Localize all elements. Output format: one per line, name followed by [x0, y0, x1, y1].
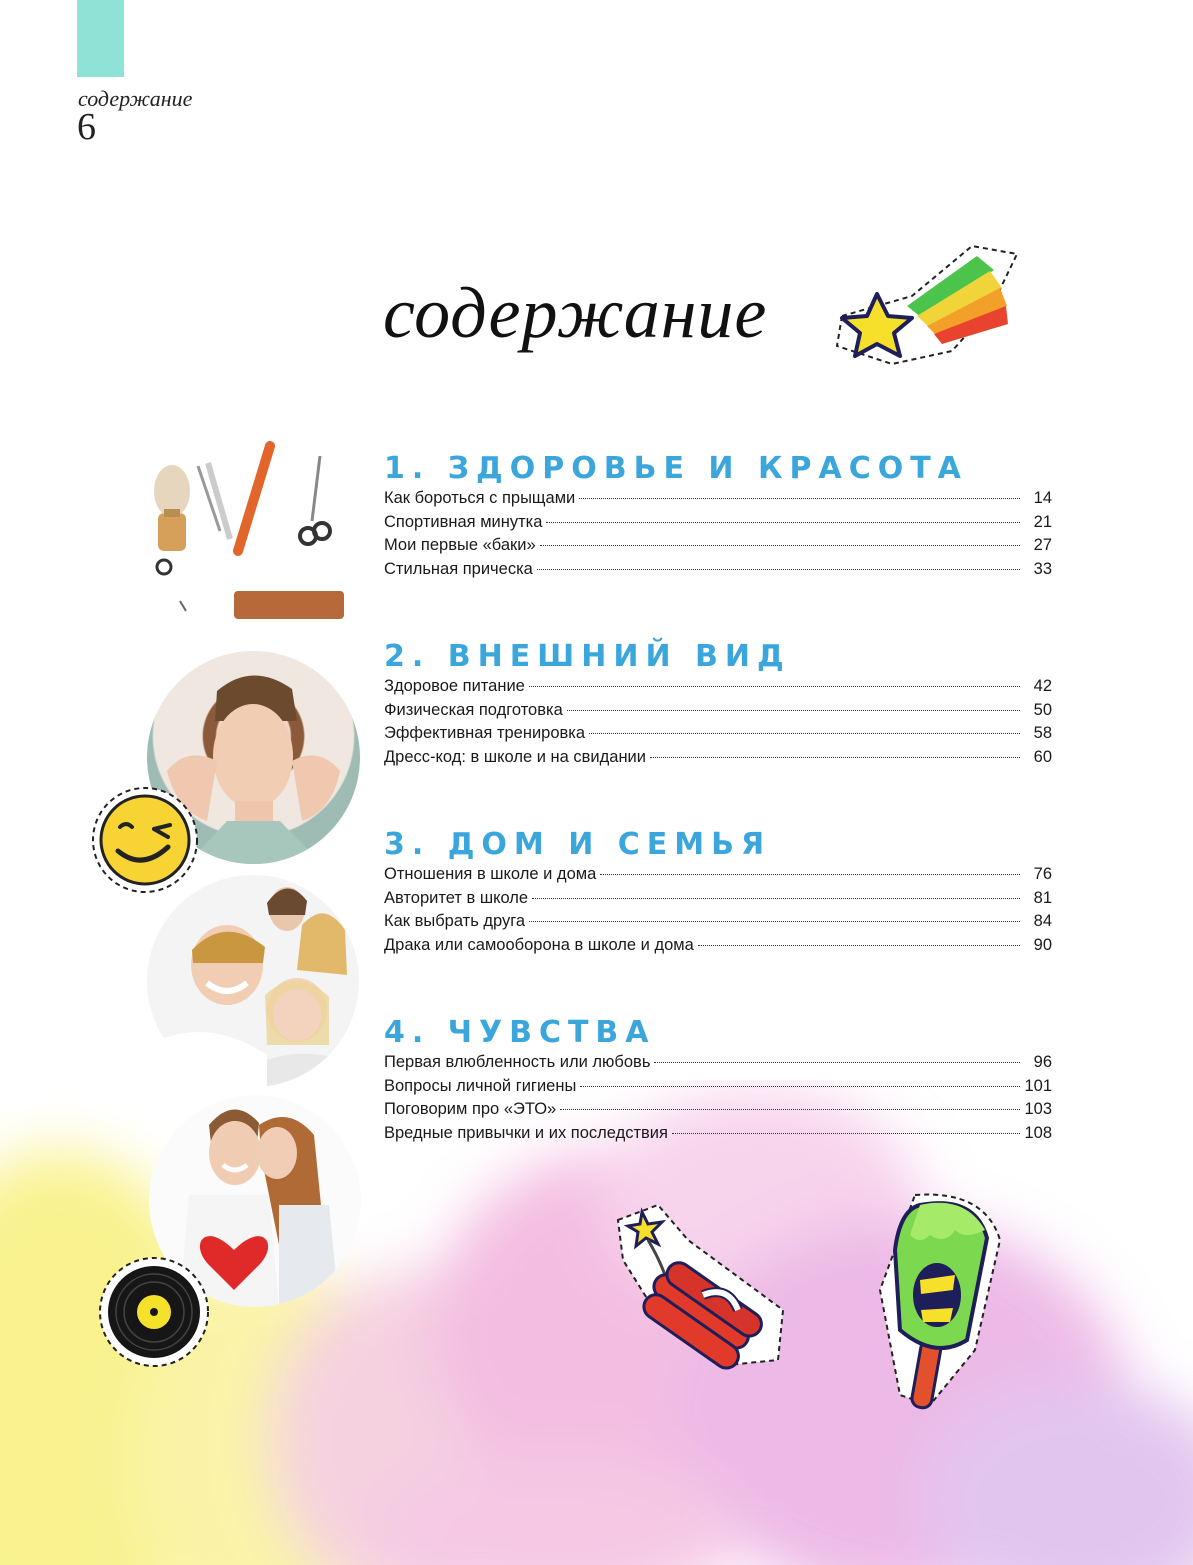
toc-entry[interactable]: [384, 675, 1052, 699]
toc-entry-page: 42: [1033, 677, 1052, 695]
toc-entry-label: Как бороться с прыщами: [384, 489, 576, 507]
toc-entry[interactable]: [384, 887, 1052, 911]
toc-entry-page: 96: [1033, 1053, 1052, 1071]
toc-section-2: [384, 640, 1052, 769]
toc-entry[interactable]: [384, 487, 1052, 511]
dot-leader: [580, 1086, 1020, 1087]
toc-entry[interactable]: [384, 699, 1052, 723]
toc-entry[interactable]: [384, 746, 1052, 770]
dot-leader: [540, 545, 1020, 546]
page-tab-marker: [77, 0, 124, 77]
toc-entry-label: Первая влюбленность или любовь: [384, 1053, 651, 1071]
toc-entry-page: 90: [1033, 935, 1052, 954]
section-title: 3. ДОМ И СЕМЬЯ: [384, 827, 772, 862]
dot-leader: [589, 733, 1020, 734]
dot-leader: [560, 1109, 1020, 1110]
toc-entry-label: Вопросы личной гигиены: [384, 1076, 577, 1095]
toc-entry-label: Дресс-код: в школе и на свидании: [384, 747, 646, 766]
dot-leader: [654, 1062, 1020, 1063]
family-photo: [147, 875, 359, 1087]
dot-leader: [579, 498, 1020, 499]
toc-entry-label: Как выбрать друга: [384, 912, 526, 930]
section-title: 1. ЗДОРОВЬЕ И КРАСОТА: [384, 451, 968, 486]
shooting-star-icon: [822, 236, 1022, 371]
toc-entry[interactable]: [384, 534, 1052, 558]
toc-entry-label: Стильная прическа: [384, 559, 533, 578]
dot-leader: [546, 522, 1020, 523]
toc-entry-label: Физическая подготовка: [384, 700, 563, 719]
toc-entry[interactable]: [384, 1051, 1052, 1075]
toc-entry-label: Эффективная тренировка: [384, 724, 586, 742]
dot-leader: [698, 945, 1020, 946]
section-title: 4. ЧУВСТВА: [384, 1015, 656, 1050]
toc-entry-page: 81: [1033, 888, 1052, 907]
dynamite-icon: [608, 1200, 798, 1370]
dot-leader: [567, 710, 1020, 711]
dot-leader: [529, 921, 1020, 922]
toc-entry[interactable]: [384, 934, 1052, 958]
dot-leader: [532, 898, 1020, 899]
toc-entry[interactable]: [384, 722, 1052, 746]
dot-leader: [672, 1133, 1020, 1134]
winking-emoji-icon: [90, 785, 200, 895]
toc-section-3: [384, 828, 1052, 957]
toc-entry-page: 58: [1033, 724, 1052, 742]
toc-entry-label: Отношения в школе и дома: [384, 865, 597, 883]
toc-entry[interactable]: [384, 1075, 1052, 1099]
toc-entry-label: Спортивная минутка: [384, 512, 543, 531]
page-title: содержание: [383, 273, 768, 353]
dot-leader: [529, 686, 1020, 687]
toc-entry-page: 108: [1024, 1123, 1052, 1142]
toc-entry-label: Авторитет в школе: [384, 888, 529, 907]
toc-entry-page: 50: [1033, 700, 1052, 719]
toc-entry[interactable]: [384, 1098, 1052, 1122]
toc-entry-page: 60: [1033, 747, 1052, 766]
page-number: 6: [77, 106, 96, 148]
dot-leader: [537, 569, 1020, 570]
section-title: 2. ВНЕШНИЙ ВИД: [384, 639, 791, 674]
toc-entry-page: 101: [1024, 1076, 1052, 1095]
running-head: содержание: [78, 86, 193, 111]
toc-entry[interactable]: [384, 511, 1052, 535]
toc-entry-page: 103: [1024, 1100, 1052, 1118]
toc-entry-label: Здоровое питание: [384, 677, 525, 695]
toc-entry[interactable]: [384, 558, 1052, 582]
toc-entry-page: 33: [1033, 559, 1052, 578]
vinyl-record-icon: [98, 1256, 210, 1368]
toc-section-4: [384, 1016, 1052, 1145]
popsicle-monster-icon: [875, 1190, 1005, 1415]
toc-entry[interactable]: [384, 1122, 1052, 1146]
barber-tools-photo: [150, 441, 360, 641]
toc-entry[interactable]: [384, 863, 1052, 887]
toc-entry-page: 84: [1033, 912, 1052, 930]
toc-entry-page: 14: [1033, 489, 1052, 507]
toc-entry-page: 21: [1033, 512, 1052, 531]
toc-entry-page: 27: [1033, 536, 1052, 554]
dot-leader: [600, 874, 1020, 875]
toc-entry-label: Мои первые «баки»: [384, 536, 536, 554]
toc-entry[interactable]: [384, 910, 1052, 934]
toc-section-1: [384, 452, 1052, 581]
dot-leader: [650, 757, 1020, 758]
toc-entry-label: Поговорим про «ЭТО»: [384, 1100, 557, 1118]
toc-entry-page: 76: [1033, 865, 1052, 883]
toc-entry-label: Вредные привычки и их последствия: [384, 1123, 668, 1142]
toc-entry-label: Драка или самооборона в школе и дома: [384, 935, 694, 954]
